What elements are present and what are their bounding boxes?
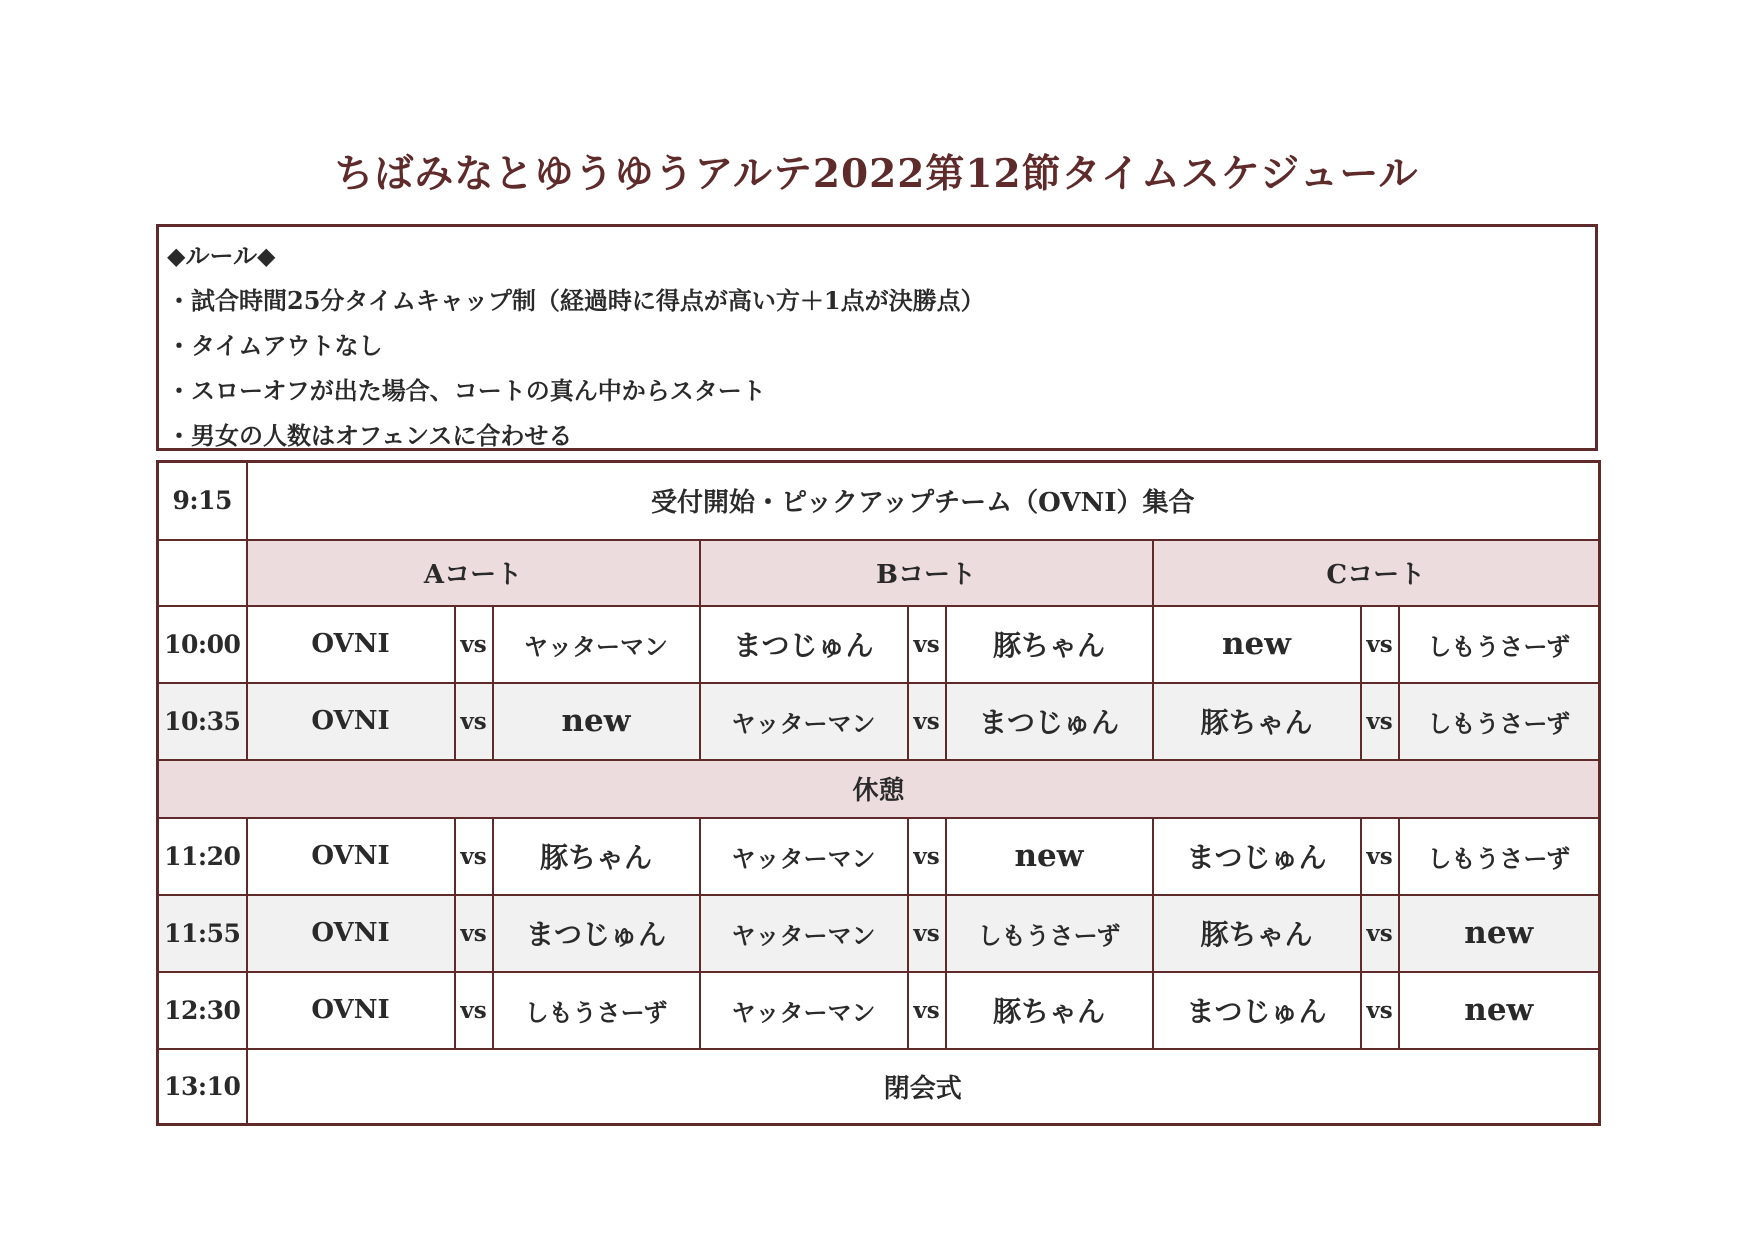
team-name: まつじゅん	[1153, 972, 1361, 1049]
vs-label: vs	[908, 683, 946, 760]
team-name: OVNI	[247, 818, 455, 895]
time-cell: 11:20	[158, 818, 247, 895]
match-row	[158, 606, 1600, 683]
rule-item: ・試合時間25分タイムキャップ制（経過時に得点が高い方＋1点が決勝点）	[167, 286, 985, 315]
team-name: まつじゅん	[946, 683, 1153, 760]
rule-item: ・スローオフが出た場合、コートの真ん中からスタート	[167, 376, 766, 405]
team-name: new	[1399, 972, 1600, 1049]
closing-text: 閉会式	[247, 1049, 1600, 1125]
vs-label: vs	[455, 895, 493, 972]
team-name: OVNI	[247, 895, 455, 972]
team-name: 豚ちゃん	[493, 818, 700, 895]
vs-label: vs	[455, 818, 493, 895]
break-label: 休憩	[158, 760, 1600, 818]
team-name: ヤッターマン	[700, 683, 908, 760]
team-name: new	[1399, 895, 1600, 972]
empty-time-cell	[158, 540, 247, 606]
team-name: new	[946, 818, 1153, 895]
rules-heading: ◆ルール◆	[167, 241, 276, 270]
match-row	[158, 818, 1600, 895]
team-name: 豚ちゃん	[1153, 683, 1361, 760]
vs-label: vs	[908, 972, 946, 1049]
team-name: OVNI	[247, 606, 455, 683]
opening-text: 受付開始・ピックアップチーム（OVNI）集合	[247, 462, 1600, 540]
team-name: OVNI	[247, 683, 455, 760]
time-cell: 10:35	[158, 683, 247, 760]
court-b-header: Bコート	[700, 540, 1153, 606]
team-name: ヤッターマン	[700, 895, 908, 972]
team-name: 豚ちゃん	[946, 972, 1153, 1049]
team-name: new	[1153, 606, 1361, 683]
break-row	[158, 760, 1600, 818]
opening-row	[158, 462, 1600, 540]
team-name: まつじゅん	[493, 895, 700, 972]
court-a-header: Aコート	[247, 540, 700, 606]
team-name: しもうさーず	[946, 895, 1153, 972]
vs-label: vs	[455, 972, 493, 1049]
time-cell: 12:30	[158, 972, 247, 1049]
vs-label: vs	[455, 683, 493, 760]
match-row	[158, 683, 1600, 760]
match-row	[158, 895, 1600, 972]
time-cell: 9:15	[158, 462, 247, 540]
court-c-header: Cコート	[1153, 540, 1600, 606]
team-name: 豚ちゃん	[1153, 895, 1361, 972]
match-row	[158, 972, 1600, 1049]
schedule-table	[156, 460, 1601, 1126]
court-header-row	[158, 540, 1600, 606]
team-name: new	[493, 683, 700, 760]
vs-label: vs	[1361, 972, 1399, 1049]
team-name: しもうさーず	[493, 972, 700, 1049]
vs-label: vs	[1361, 818, 1399, 895]
time-cell: 10:00	[158, 606, 247, 683]
time-cell: 13:10	[158, 1049, 247, 1125]
rule-item: ・男女の人数はオフェンスに合わせる	[167, 421, 573, 450]
rule-item: ・タイムアウトなし	[167, 331, 383, 360]
team-name: しもうさーず	[1399, 818, 1600, 895]
page-title: ちばみなとゆうゆうアルテ2022第12節タイムスケジュール	[334, 151, 1419, 197]
vs-label: vs	[908, 895, 946, 972]
team-name: ヤッターマン	[700, 972, 908, 1049]
vs-label: vs	[455, 606, 493, 683]
team-name: ヤッターマン	[493, 606, 700, 683]
vs-label: vs	[908, 606, 946, 683]
vs-label: vs	[908, 818, 946, 895]
vs-label: vs	[1361, 895, 1399, 972]
vs-label: vs	[1361, 606, 1399, 683]
team-name: まつじゅん	[700, 606, 908, 683]
time-cell: 11:55	[158, 895, 247, 972]
team-name: ヤッターマン	[700, 818, 908, 895]
team-name: しもうさーず	[1399, 606, 1600, 683]
team-name: 豚ちゃん	[946, 606, 1153, 683]
team-name: しもうさーず	[1399, 683, 1600, 760]
closing-row	[158, 1049, 1600, 1125]
rules-box	[156, 224, 1598, 451]
team-name: まつじゅん	[1153, 818, 1361, 895]
rounds-before-break	[158, 606, 1600, 760]
rounds-after-break	[158, 818, 1600, 1049]
team-name: OVNI	[247, 972, 455, 1049]
vs-label: vs	[1361, 683, 1399, 760]
